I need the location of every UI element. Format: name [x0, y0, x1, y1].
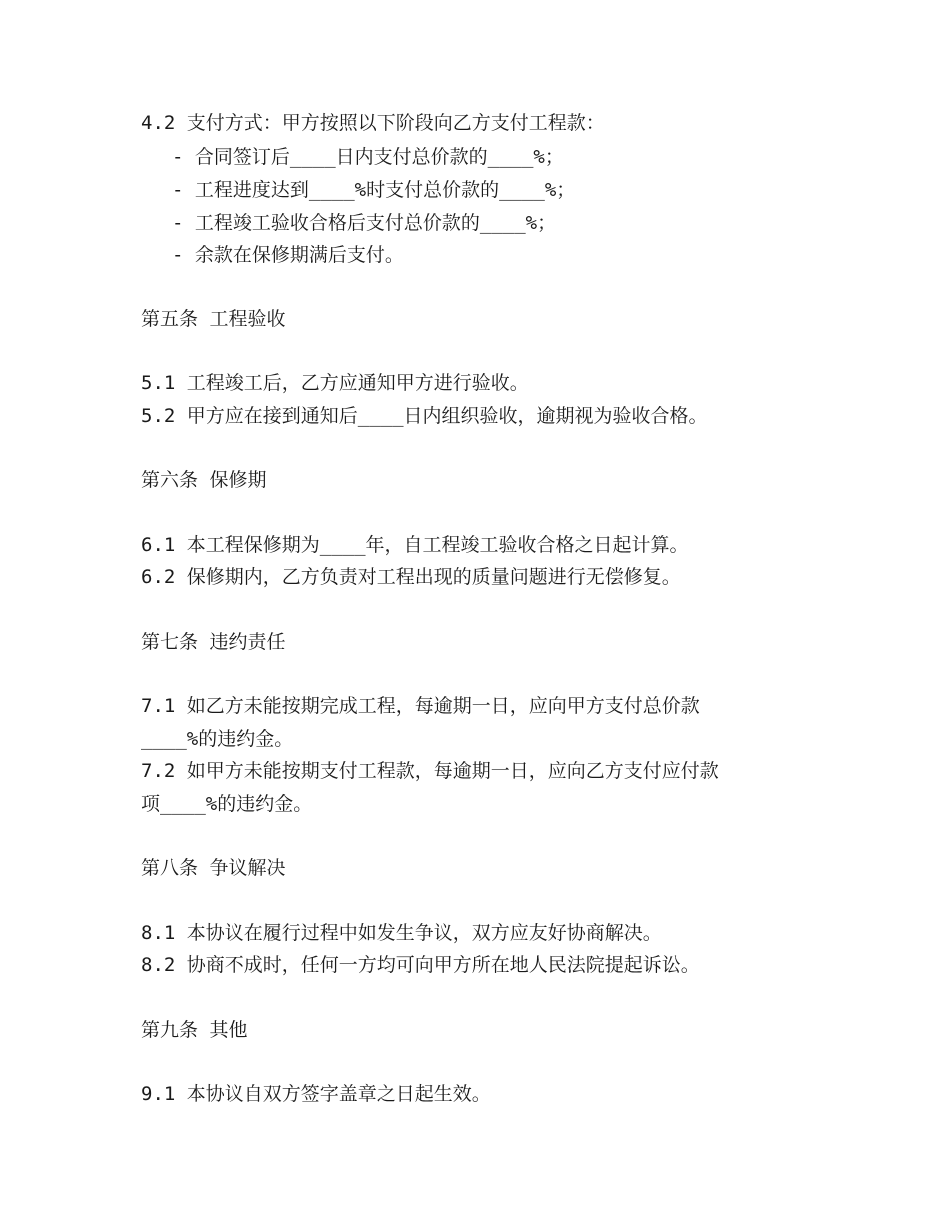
section-heading-9: 第九条 其他: [141, 1019, 248, 1041]
payment-stage-3: - 工程竣工验收合格后支付总价款的____%；: [172, 212, 557, 234]
clause-7-1: 7.1 如乙方未能按期完成工程，每逾期一日，应向甲方支付总价款: [141, 695, 700, 717]
clause-8-2: 8.2 协商不成时，任何一方均可向甲方所在地人民法院提起诉讼。: [141, 954, 700, 976]
section-heading-8: 第八条 争议解决: [141, 857, 286, 879]
payment-stage-4: - 余款在保修期满后支付。: [172, 244, 404, 266]
clause-5-1: 5.1 工程竣工后，乙方应通知甲方进行验收。: [141, 372, 529, 394]
clause-6-1: 6.1 本工程保修期为____年，自工程竣工验收合格之日起计算。: [141, 534, 689, 556]
clause-7-1-cont: ____%的违约金。: [141, 728, 294, 750]
clause-7-2: 7.2 如甲方未能按期支付工程款，每逾期一日，应向乙方支付应付款: [141, 760, 719, 782]
payment-stage-1: - 合同签订后____日内支付总价款的____%；: [172, 146, 564, 168]
section-heading-5: 第五条 工程验收: [141, 308, 286, 330]
section-heading-7: 第七条 违约责任: [141, 631, 286, 653]
clause-6-2: 6.2 保修期内，乙方负责对工程出现的质量问题进行无偿修复。: [141, 566, 681, 588]
section-heading-6: 第六条 保修期: [141, 469, 267, 491]
payment-stage-2: - 工程进度达到____%时支付总价款的____%；: [172, 179, 576, 201]
clause-8-1: 8.1 本协议在履行过程中如发生争议，双方应友好协商解决。: [141, 922, 662, 944]
clause-5-2: 5.2 甲方应在接到通知后____日内组织验收，逾期视为验收合格。: [141, 405, 708, 427]
clause-7-2-cont: 项____%的违约金。: [141, 793, 313, 815]
clause-9-1: 9.1 本协议自双方签字盖章之日起生效。: [141, 1083, 491, 1105]
clause-4-2: 4.2 支付方式：甲方按照以下阶段向乙方支付工程款：: [141, 112, 605, 134]
